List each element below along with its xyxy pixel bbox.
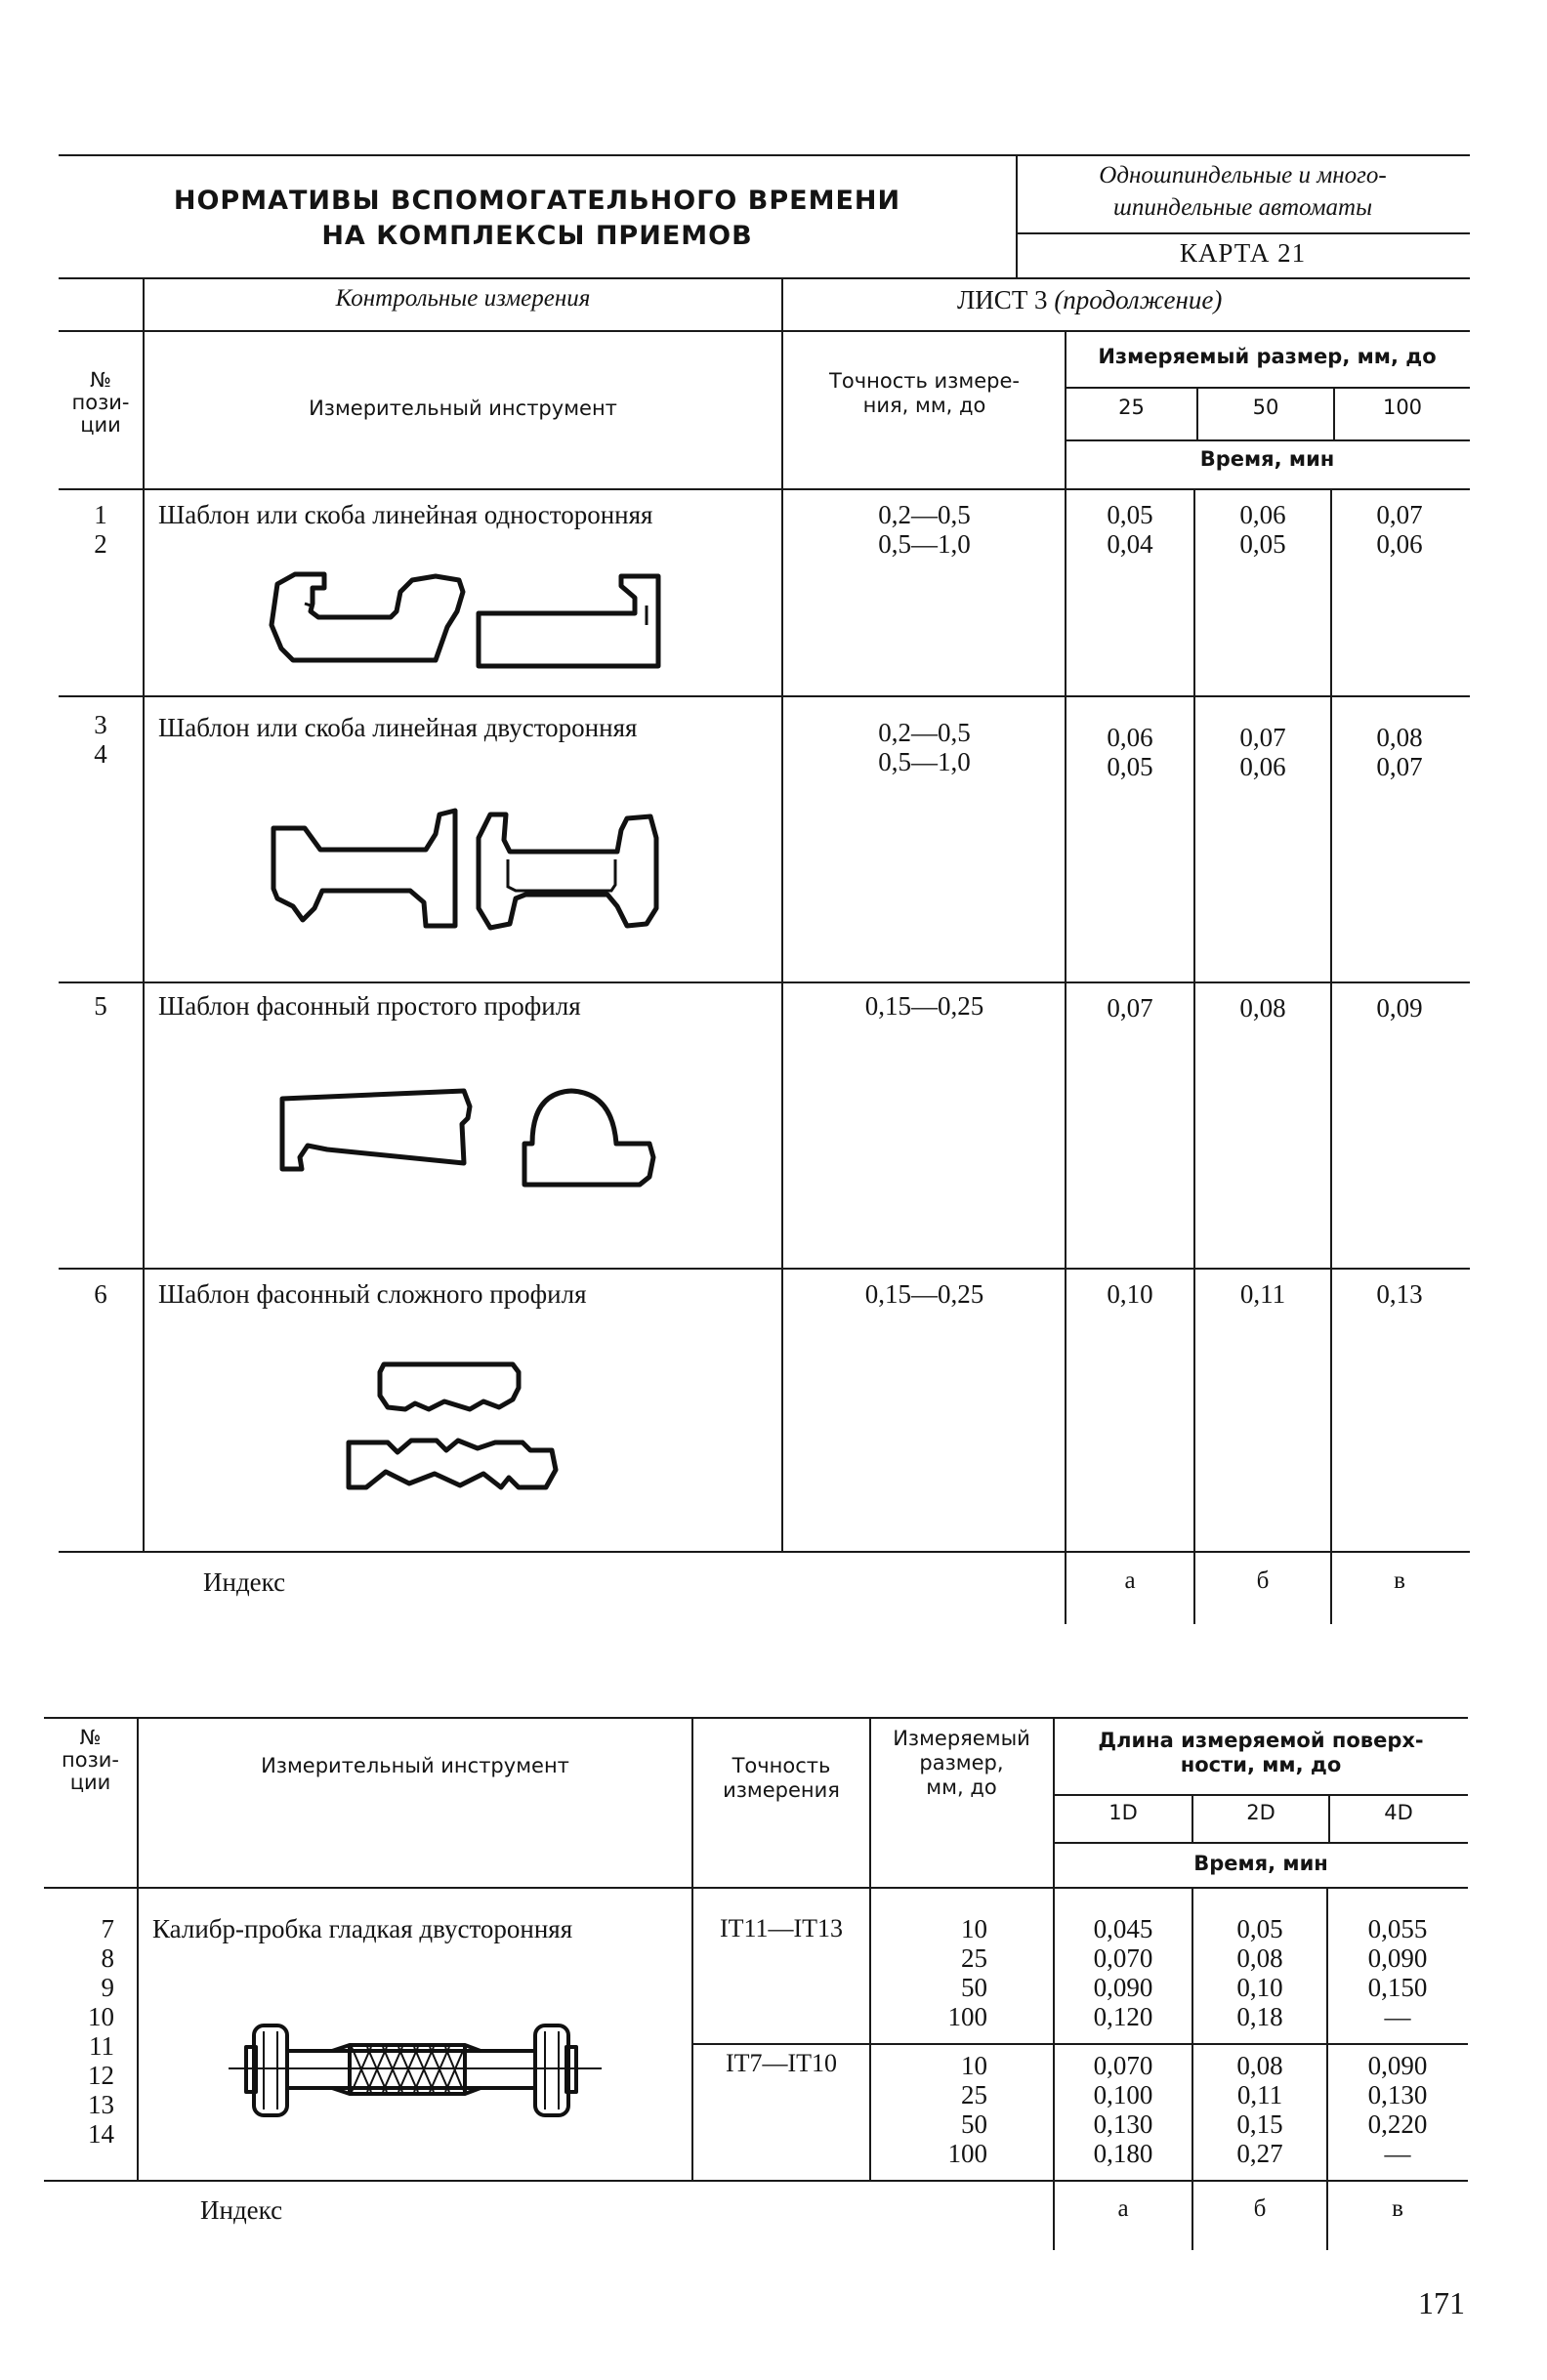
- t2-rule-bottom: [44, 2180, 1468, 2182]
- t1-r4-c: 0,13: [1376, 1279, 1423, 1309]
- t2-index-a: а: [1117, 2195, 1129, 2222]
- t1-r4-accuracy: 0,15—0,25: [864, 1279, 984, 1309]
- machine-type-line1: Одношпиндельные и много-: [1099, 162, 1387, 188]
- plug-gauge-drawing: [225, 2012, 606, 2129]
- t2-rule-lengthcols: [1055, 1842, 1468, 1844]
- t2-col-length: Длина измеряемой поверх- ности, мм, до: [1098, 1729, 1424, 1776]
- t1-r1-c: 0,07 0,06: [1376, 500, 1423, 559]
- t2-length-1d: 1D: [1108, 1801, 1138, 1824]
- t1-rule-size: [1065, 387, 1470, 389]
- t1-index-a: а: [1124, 1567, 1136, 1594]
- t2-rule-head-bottom: [44, 1887, 1468, 1889]
- sheet-label: [957, 285, 1222, 315]
- t2-g1-sizes: 10 25 50 100: [947, 1914, 987, 2031]
- t1-r2-c: 0,08 0,07: [1376, 723, 1423, 781]
- t2-length-2d: 2D: [1246, 1801, 1275, 1824]
- t2-index-b: б: [1253, 2195, 1267, 2222]
- sheet-number: ЛИСТ 3: [957, 285, 1048, 314]
- t2-g2-b: 0,08 0,11 0,15 0,27: [1236, 2051, 1283, 2168]
- t1-col-pos: № пози- ции: [71, 368, 130, 437]
- t1-r2-tool: Шаблон или скоба линейная двусторонняя: [158, 713, 638, 742]
- rule-top: [59, 154, 1470, 156]
- t2-g2-accuracy: IT7—IT10: [725, 2049, 838, 2077]
- simple-profile-gauge-a: [282, 1091, 470, 1169]
- t1-col-accuracy: Точность измере- ния, мм, до: [829, 369, 1020, 417]
- t1-col-size: Измеряемый размер, мм, до: [1098, 345, 1437, 368]
- t1-rule-col1: [143, 330, 145, 1551]
- t1-r2-accuracy: 0,2—0,5 0,5—1,0: [878, 718, 971, 776]
- t1-index-b: б: [1256, 1567, 1270, 1594]
- t2-rule-col3: [869, 1717, 871, 2180]
- t2-index-c: в: [1392, 2195, 1403, 2222]
- card-number: КАРТА 21: [1179, 238, 1307, 268]
- rule-header-bottom: [59, 277, 1470, 279]
- t2-g2-a: 0,070 0,100 0,130 0,180: [1093, 2051, 1153, 2168]
- t1-rule-bottom: [59, 1551, 1470, 1553]
- t1-r1-tool: Шаблон или скоба линейная односторонняя: [158, 500, 653, 529]
- t2-tool: Калибр-пробка гладкая двусторонняя: [152, 1914, 573, 1943]
- t2-col-size: Измеряемый размер, мм, до: [893, 1727, 1030, 1799]
- t1-rule-col2: [781, 330, 783, 1551]
- t1-rule-head-bottom: [59, 488, 1470, 490]
- t1-r3-pos: 5: [94, 991, 107, 1021]
- machine-type-line2: шпиндельные автоматы: [1112, 194, 1373, 221]
- t1-r4-b: 0,11: [1239, 1279, 1286, 1309]
- rule-section-mid: [781, 277, 783, 330]
- rule-section-bottom: [59, 330, 1470, 332]
- t1-r4-tool: Шаблон фасонный сложного профиля: [158, 1279, 587, 1309]
- t2-g2-sizes: 10 25 50 100: [947, 2051, 987, 2168]
- t1-r2-b: 0,07 0,06: [1239, 723, 1286, 781]
- t2-rule-length: [1055, 1794, 1468, 1796]
- t2-g2-c: 0,090 0,130 0,220 —: [1367, 2051, 1428, 2168]
- double-sided-gauge-b: [479, 814, 656, 928]
- section-title: Контрольные измерения: [335, 285, 591, 312]
- t1-r3-tool: Шаблон фасонный простого профиля: [158, 991, 581, 1021]
- t1-size-25: 25: [1118, 396, 1145, 419]
- t2-rule-group: [691, 2043, 1468, 2045]
- t1-r3-accuracy: 0,15—0,25: [864, 991, 984, 1021]
- t1-r1-accuracy: 0,2—0,5 0,5—1,0: [878, 500, 971, 559]
- t1-rule-sizecols: [1065, 439, 1470, 441]
- t1-r2-a: 0,06 0,05: [1107, 723, 1153, 781]
- t2-length-4d: 4D: [1384, 1801, 1413, 1824]
- page-title-line1: НОРМАТИВЫ ВСПОМОГАТЕЛЬНОГО ВРЕМЕНИ: [173, 186, 901, 216]
- simple-profile-gauge-b: [524, 1091, 653, 1185]
- t1-rule-row2: [59, 981, 1470, 983]
- t1-r1-pos: 1 2: [94, 500, 107, 559]
- t1-r2-pos: 3 4: [94, 710, 107, 769]
- t2-rule-col2: [691, 1717, 693, 2180]
- t1-rule-col4: [1193, 488, 1195, 1624]
- t2-index-label: Индекс: [200, 2195, 283, 2225]
- t1-r1-a: 0,05 0,04: [1107, 500, 1153, 559]
- t1-col-time: Время, мин: [1199, 447, 1335, 471]
- simple-profile-gauge-drawings: [269, 1079, 659, 1206]
- rule-header-divider: [1016, 154, 1018, 277]
- t1-r4-a: 0,10: [1107, 1279, 1153, 1309]
- t2-col-time: Время, мин: [1193, 1852, 1328, 1875]
- rule-section-left: [143, 277, 145, 330]
- complex-profile-gauge-drawings: [337, 1353, 601, 1509]
- t2-g1-a: 0,045 0,070 0,090 0,120: [1093, 1914, 1153, 2031]
- t2-g1-c: 0,055 0,090 0,150 —: [1367, 1914, 1428, 2031]
- t2-g1-accuracy: IT11—IT13: [719, 1914, 844, 1942]
- single-sided-gauge-drawings: [264, 566, 674, 674]
- t1-r3-a: 0,07: [1107, 993, 1153, 1023]
- t1-r1-b: 0,06 0,05: [1239, 500, 1286, 559]
- rule-card: [1016, 232, 1470, 234]
- t1-rule-row1: [59, 695, 1470, 697]
- page-title-line2: НА КОМПЛЕКСЫ ПРИЕМОВ: [321, 221, 753, 251]
- t2-rule-col1: [137, 1717, 139, 2180]
- t1-rule-row3: [59, 1268, 1470, 1270]
- t2-col-pos: № пози- ции: [62, 1726, 119, 1794]
- t2-col-tool: Измерительный инструмент: [261, 1754, 569, 1777]
- t1-size-100: 100: [1382, 396, 1423, 419]
- t2-rule-top: [44, 1717, 1468, 1719]
- sheet-note: (продолжение): [1054, 285, 1223, 314]
- t2-g1-b: 0,05 0,08 0,10 0,18: [1236, 1914, 1283, 2031]
- single-sided-gauge-b: [479, 576, 658, 666]
- t1-r3-c: 0,09: [1376, 993, 1423, 1023]
- t1-size-50: 50: [1252, 396, 1279, 419]
- single-sided-gauge-a: [272, 574, 463, 660]
- t1-rule-col5: [1330, 488, 1332, 1624]
- complex-profile-gauge-b: [349, 1441, 556, 1487]
- t1-r3-b: 0,08: [1239, 993, 1286, 1023]
- t2-positions: 7 8 9 10 11 12 13 14: [88, 1914, 114, 2149]
- t2-col-accuracy: Точность измерения: [723, 1754, 840, 1802]
- t1-index-c: в: [1394, 1567, 1405, 1594]
- t1-index-label: Индекс: [203, 1567, 286, 1597]
- complex-profile-gauge-a: [380, 1364, 519, 1409]
- t1-col-tool: Измерительный инструмент: [309, 397, 617, 420]
- page-number: 171: [1418, 2285, 1465, 2320]
- double-sided-gauge-a: [273, 811, 455, 926]
- t1-r4-pos: 6: [94, 1279, 107, 1309]
- double-sided-gauge-drawings: [264, 801, 674, 947]
